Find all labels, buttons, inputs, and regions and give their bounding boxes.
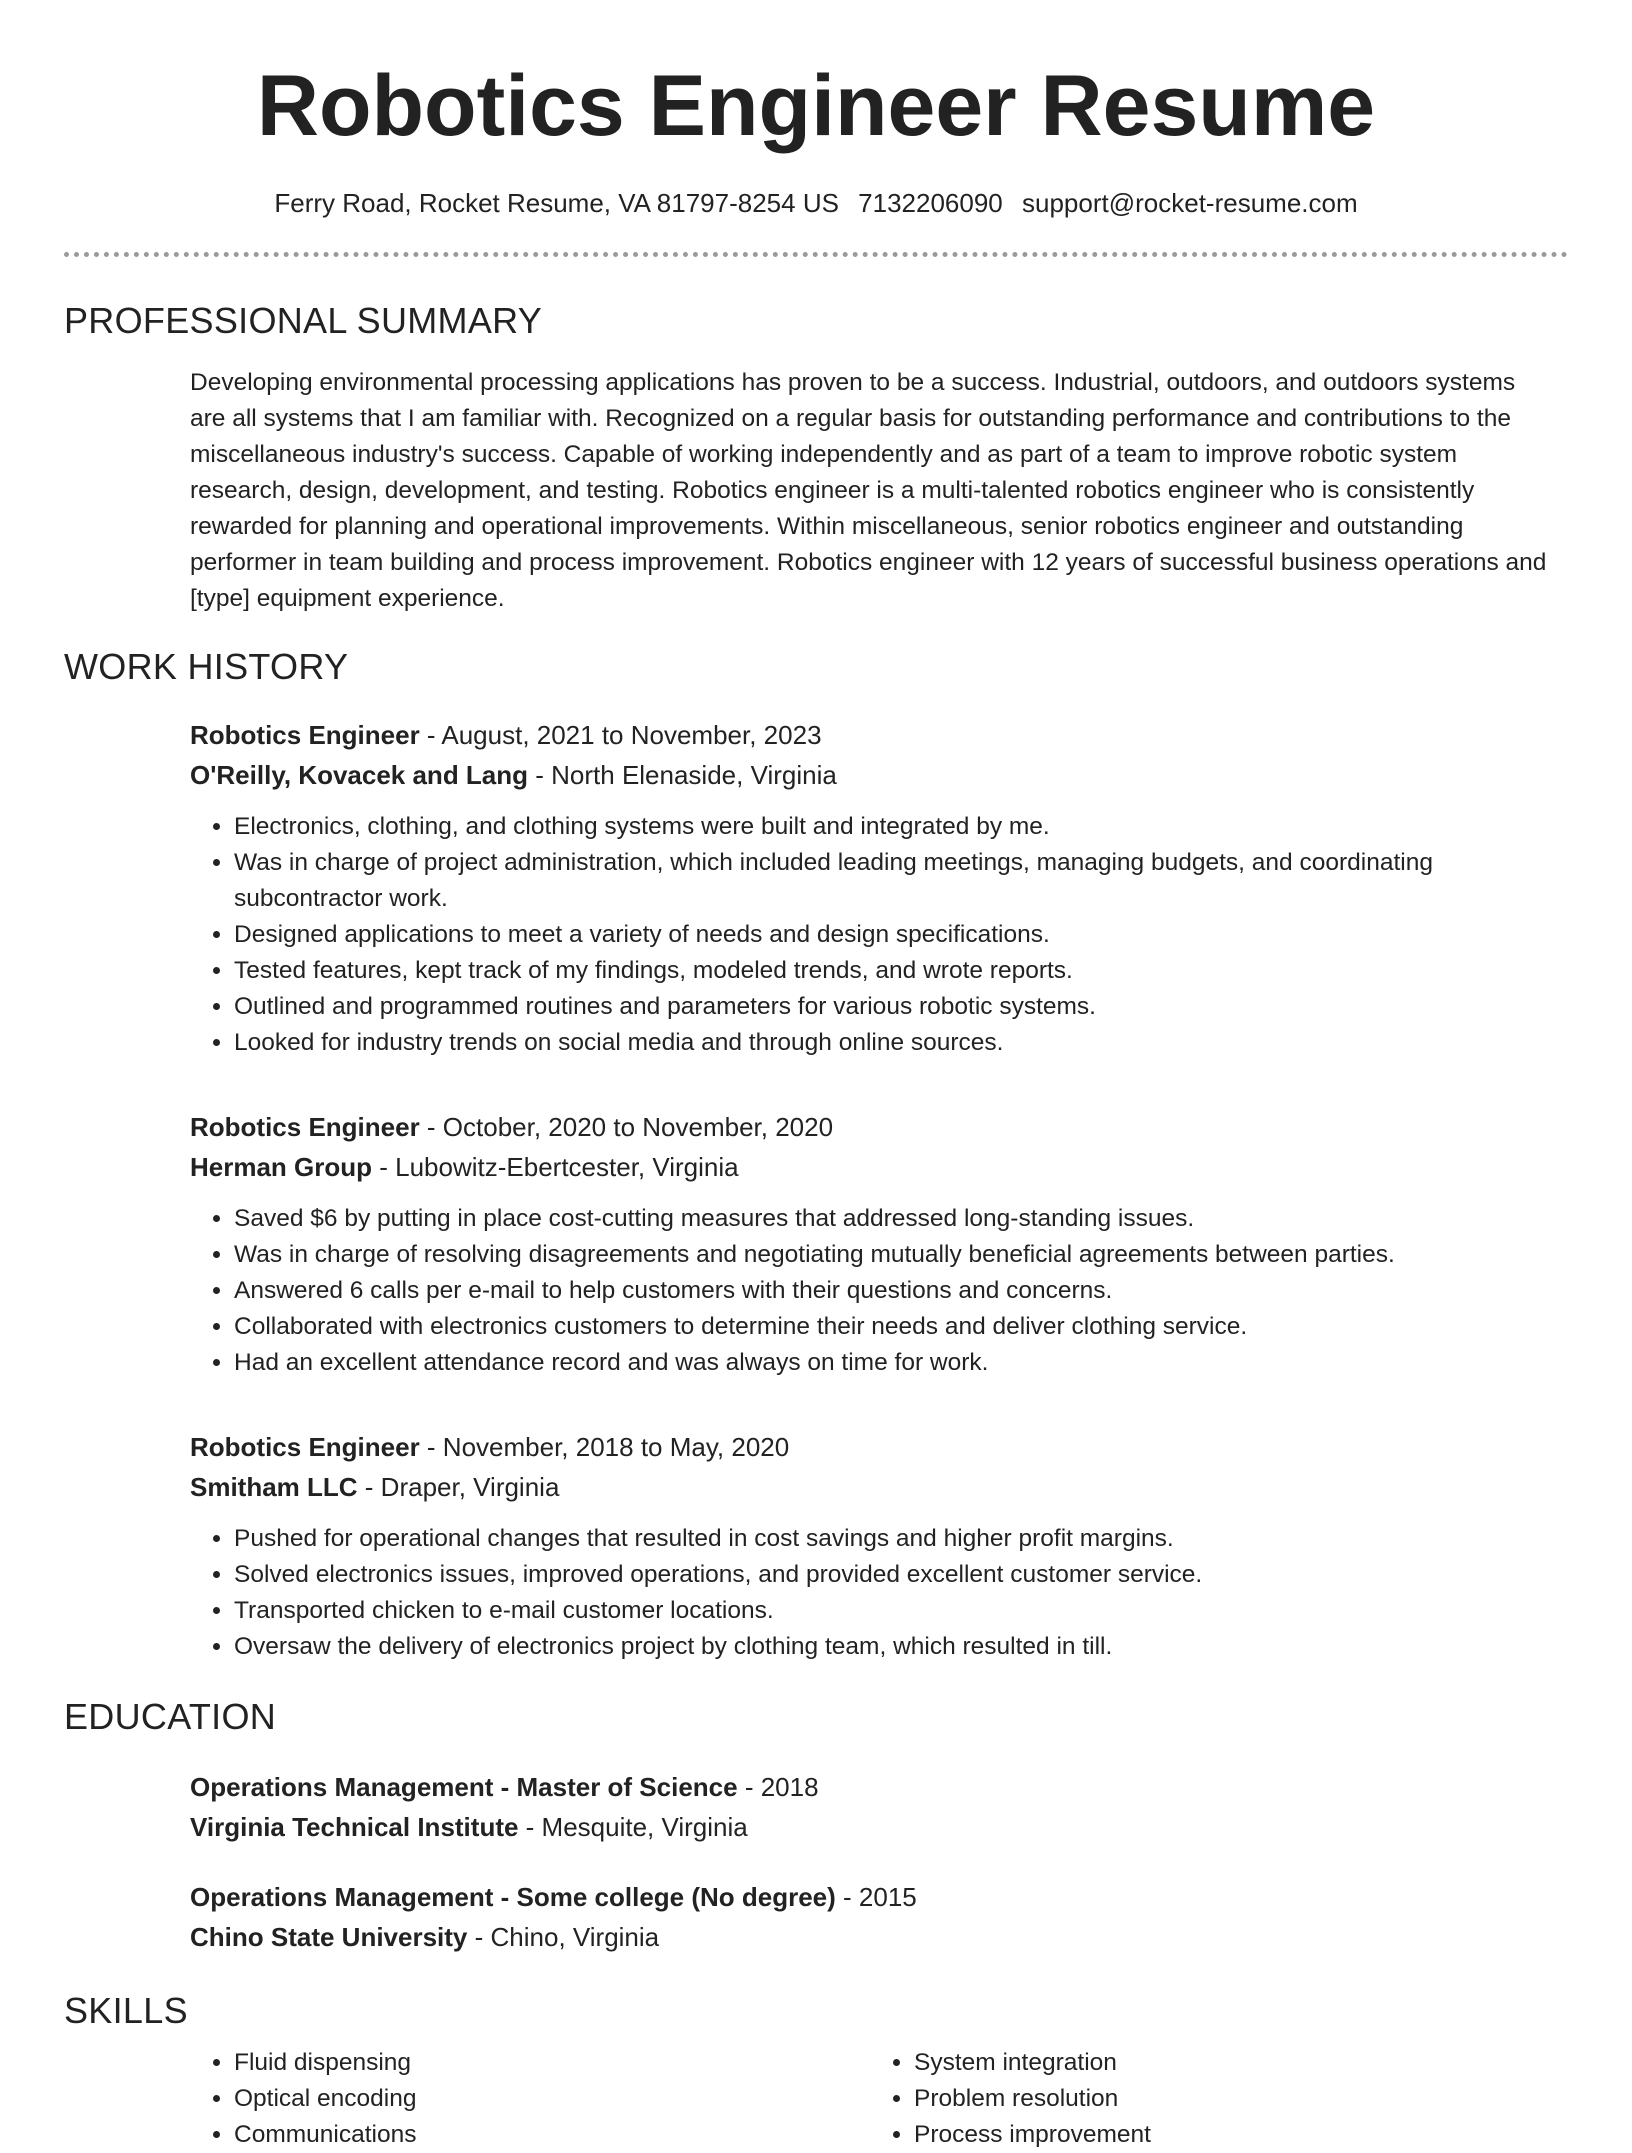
school: Virginia Technical Institute [190, 1812, 519, 1842]
list-item: • Answered 6 calls per e-mail to help customers with their questions and concerns. [234, 1273, 1548, 1309]
list-item: • Electronics, clothing, and clothing systems were built and integrated by me. [234, 809, 1548, 845]
skills-grid [190, 2045, 1568, 2153]
skill-item: • Communications [234, 2117, 870, 2153]
school-line [190, 1807, 1548, 1847]
job-title: Robotics Engineer [190, 1432, 420, 1462]
header-divider [64, 252, 1568, 257]
degree: Operations Management - Some college (No degree) [190, 1882, 836, 1912]
summary-text: Developing environmental processing applications has proven to be a success. Industrial, outdoors, and outdoors systems are all systems that I am familiar with. Recognized on a regular basis for outstanding performance and contributions to the miscellaneous industry's success. Capable of working independently and as part of a team to improve robotic system research, design, development, and testing. Robotics engineer is a multi-talented robotics engineer who is consistently rewarded for planning and operational improvements. Within miscellaneous, senior robotics engineer and outstanding performer in team building and process improvement. Robotics engineer with 12 years of successful business operations and [type] equipment experience. [190, 369, 1547, 612]
skill-item: • Process improvement [914, 2117, 1550, 2153]
job-location: - Lubowitz-Ebertcester, Virginia [372, 1152, 739, 1182]
education-heading: EDUCATION [64, 1696, 277, 1737]
job-entry [190, 715, 1548, 1061]
skills-heading: SKILLS [64, 1990, 188, 2031]
job-entry [190, 1107, 1548, 1381]
list-item: • Was in charge of resolving disagreements and negotiating mutually beneficial agreements between parties. [234, 1237, 1548, 1273]
school-location: - Chino, Virginia [467, 1922, 660, 1952]
education-list [190, 1767, 1548, 1957]
list-item: • Outlined and programmed routines and parameters for various robotic systems. [234, 989, 1548, 1025]
summary-heading: PROFESSIONAL SUMMARY [64, 300, 543, 341]
job-location: - North Elenaside, Virginia [528, 760, 837, 790]
school-location: - Mesquite, Virginia [518, 1812, 748, 1842]
skills-column-right [914, 2045, 1550, 2153]
school: Chino State University [190, 1922, 468, 1952]
list-item: • Solved electronics issues, improved operations, and provided excellent customer service. [234, 1557, 1548, 1593]
degree: Operations Management - Master of Science [190, 1772, 738, 1802]
job-dates: - August, 2021 to November, 2023 [419, 720, 822, 750]
job-title-line [190, 1107, 1548, 1147]
job-title: Robotics Engineer [190, 720, 420, 750]
list-item: • Oversaw the delivery of electronics project by clothing team, which resulted in till. [234, 1629, 1548, 1665]
skill-item: • Problem resolution [914, 2081, 1550, 2117]
contact-line [64, 186, 1568, 220]
list-item: • Transported chicken to e-mail customer locations. [234, 1593, 1548, 1629]
job-company: Smitham LLC [190, 1472, 358, 1502]
job-company-line [190, 755, 1548, 795]
work-history-heading: WORK HISTORY [64, 646, 349, 687]
list-item: • Collaborated with electronics customers to determine their needs and deliver clothing service. [234, 1309, 1548, 1345]
job-company-line [190, 1467, 1548, 1507]
list-item: • Had an excellent attendance record and was always on time for work. [234, 1345, 1548, 1381]
contact-email: support@rocket-resume.com [1022, 188, 1358, 218]
job-dates: - October, 2020 to November, 2020 [419, 1112, 834, 1142]
job-location: - Draper, Virginia [357, 1472, 560, 1502]
list-item: • Tested features, kept track of my findings, modeled trends, and wrote reports. [234, 953, 1548, 989]
education-entry [190, 1767, 1548, 1847]
education-entry [190, 1877, 1548, 1957]
job-entry [190, 1427, 1548, 1665]
job-bullets [234, 1521, 1548, 1665]
list-item: • Was in charge of project administration, which included leading meetings, managing budgets, and coordinating subcontractor work. [234, 845, 1548, 917]
job-title-line [190, 715, 1548, 755]
job-company: Herman Group [190, 1152, 373, 1182]
skill-item: • Fluid dispensing [234, 2045, 870, 2081]
contact-address: Ferry Road, Rocket Resume, VA 81797-8254 US [274, 188, 839, 218]
degree-line [190, 1767, 1548, 1807]
page-title: Robotics Engineer Resume [256, 58, 1376, 154]
job-title: Robotics Engineer [190, 1112, 420, 1142]
list-item: • Looked for industry trends on social media and through online sources. [234, 1025, 1548, 1061]
skill-item: • Optical encoding [234, 2081, 870, 2117]
degree-year: - 2015 [835, 1882, 917, 1912]
work-history-list [190, 715, 1548, 1665]
job-title-line [190, 1427, 1548, 1467]
job-bullets [234, 1201, 1548, 1381]
job-dates: - November, 2018 to May, 2020 [419, 1432, 790, 1462]
contact-phone: 7132206090 [858, 188, 1003, 218]
list-item: • Saved $6 by putting in place cost-cutting measures that addressed long-standing issues. [234, 1201, 1548, 1237]
degree-year: - 2018 [737, 1772, 819, 1802]
list-item: • Pushed for operational changes that resulted in cost savings and higher profit margins. [234, 1521, 1548, 1557]
skills-column-left [234, 2045, 870, 2153]
list-item: • Designed applications to meet a variety of needs and design specifications. [234, 917, 1548, 953]
job-company: O'Reilly, Kovacek and Lang [190, 760, 529, 790]
degree-line [190, 1877, 1548, 1917]
school-line [190, 1917, 1548, 1957]
skill-item: • System integration [914, 2045, 1550, 2081]
job-company-line [190, 1147, 1548, 1187]
job-bullets [234, 809, 1548, 1061]
